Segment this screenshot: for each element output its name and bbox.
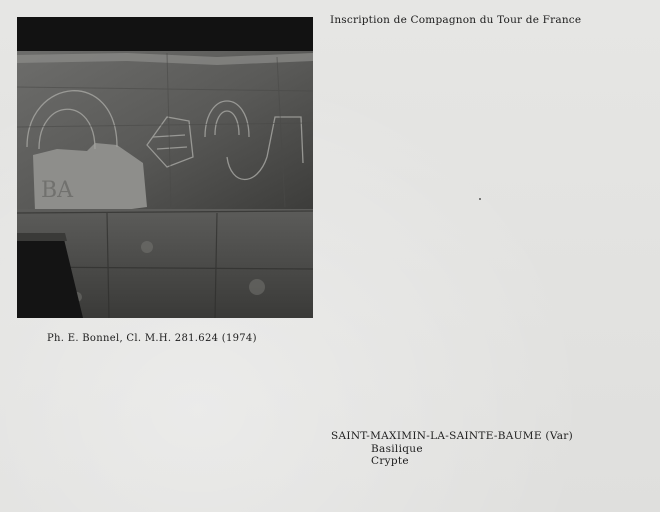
stone-wall-image xyxy=(17,17,313,318)
location-part: Crypte xyxy=(371,455,409,467)
location-building: Basilique xyxy=(371,442,423,455)
inscription-photo xyxy=(17,17,313,318)
photo-credit: Ph. E. Bonnel, Cl. M.H. 281.624 (1974) xyxy=(47,333,257,344)
location-place: SAINT-MAXIMIN-LA-SAINTE-BAUME (Var) xyxy=(331,430,574,442)
svg-text:BA: BA xyxy=(41,178,74,203)
paper-speck xyxy=(479,198,481,200)
location-block xyxy=(331,430,573,468)
inscription-title: Inscription de Compagnon du Tour de France xyxy=(330,14,582,26)
